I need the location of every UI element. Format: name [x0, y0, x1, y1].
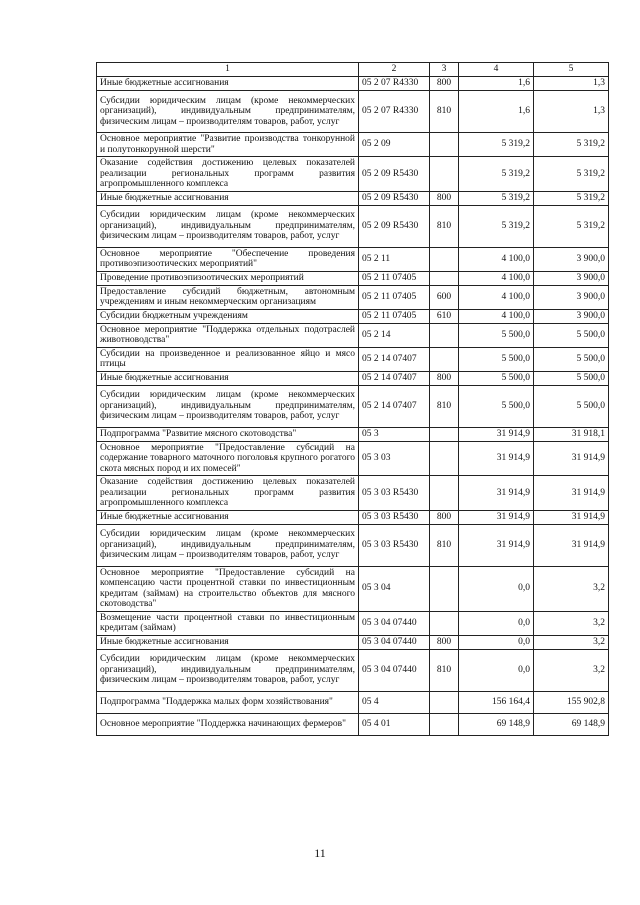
code-cell: 05 3 04: [359, 566, 430, 611]
expense-type-cell: 810: [430, 91, 459, 133]
amount-cell: 5 319,2: [459, 191, 534, 205]
amount-cell: 4 100,0: [459, 271, 534, 285]
amount-cell: 5 500,0: [534, 385, 609, 427]
amount-cell: 1,6: [459, 91, 534, 133]
expense-type-cell: [430, 347, 459, 371]
item-name-cell: Основное мероприятие "Поддержка начинающих фермеров": [97, 713, 359, 735]
item-name-cell: Основное мероприятие "Предоставление субсидий на компенсацию части процентной ставки по инвестиционным кредитам (займам) на строительство объектов для мясного скотоводства": [97, 566, 359, 611]
table-header-row: [97, 63, 609, 77]
item-name-cell: Оказание содействия достижению целевых показателей реализации региональных программ развития агропромышленного комплекса: [97, 476, 359, 511]
header-cell: 2: [359, 63, 430, 77]
expense-type-cell: [430, 566, 459, 611]
expense-type-cell: 810: [430, 649, 459, 691]
amount-cell: 31 914,9: [534, 441, 609, 476]
expense-type-cell: [430, 611, 459, 635]
amount-cell: 3,2: [534, 649, 609, 691]
expense-type-cell: 610: [430, 309, 459, 323]
code-cell: 05 2 11 07405: [359, 309, 430, 323]
expense-type-cell: 800: [430, 510, 459, 524]
item-name-cell: Субсидии юридическим лицам (кроме некоммерческих организаций), индивидуальным предпринимателям, физическим лицам – производителям товаров, работ, услуг: [97, 649, 359, 691]
amount-cell: 31 914,9: [459, 476, 534, 511]
amount-cell: 5 319,2: [534, 133, 609, 157]
expense-type-cell: [430, 271, 459, 285]
amount-cell: 3,2: [534, 611, 609, 635]
table-row: [97, 91, 609, 133]
table-row: [97, 427, 609, 441]
code-cell: 05 3 04 07440: [359, 611, 430, 635]
amount-cell: 3,2: [534, 635, 609, 649]
item-name-cell: Основное мероприятие "Предоставление субсидий на содержание товарного маточного поголовья крупного рогатого скота мясных пород и их помесей": [97, 441, 359, 476]
expense-type-cell: [430, 713, 459, 735]
expense-type-cell: 800: [430, 77, 459, 91]
item-name-cell: Основное мероприятие "Обеспечение проведения противоэпизоотических мероприятий": [97, 247, 359, 271]
header-cell: 1: [97, 63, 359, 77]
item-name-cell: Субсидии юридическим лицам (кроме некоммерческих организаций), индивидуальным предпринимателям, физическим лицам – производителям товаров, работ, услуг: [97, 205, 359, 247]
amount-cell: 31 918,1: [534, 427, 609, 441]
amount-cell: 3 900,0: [534, 271, 609, 285]
table-row: [97, 713, 609, 735]
item-name-cell: Субсидии на произведенное и реализованное яйцо и мясо птицы: [97, 347, 359, 371]
item-name-cell: Подпрограмма "Развитие мясного скотоводства": [97, 427, 359, 441]
item-name-cell: Проведение противоэпизоотических мероприятий: [97, 271, 359, 285]
expense-type-cell: [430, 427, 459, 441]
amount-cell: 5 500,0: [459, 323, 534, 347]
item-name-cell: Подпрограмма "Поддержка малых форм хозяйствования": [97, 691, 359, 713]
item-name-cell: Оказание содействия достижению целевых показателей реализации региональных программ развития агропромышленного комплекса: [97, 157, 359, 192]
table-body: [97, 63, 609, 736]
code-cell: 05 4: [359, 691, 430, 713]
item-name-cell: Возмещение части процентной ставки по инвестиционным кредитам (займам): [97, 611, 359, 635]
code-cell: 05 2 11 07405: [359, 271, 430, 285]
expense-type-cell: 810: [430, 524, 459, 566]
expense-type-cell: [430, 133, 459, 157]
item-name-cell: Иные бюджетные ассигнования: [97, 635, 359, 649]
table-row: [97, 323, 609, 347]
amount-cell: 5 500,0: [534, 371, 609, 385]
table-row: [97, 441, 609, 476]
amount-cell: 31 914,9: [459, 524, 534, 566]
code-cell: 05 2 09 R5430: [359, 205, 430, 247]
code-cell: 05 2 07 R4330: [359, 77, 430, 91]
code-cell: 05 2 09 R5430: [359, 157, 430, 192]
amount-cell: 156 164,4: [459, 691, 534, 713]
amount-cell: 5 500,0: [459, 347, 534, 371]
expense-type-cell: 600: [430, 285, 459, 309]
code-cell: 05 3 03 R5430: [359, 524, 430, 566]
expense-type-cell: 810: [430, 385, 459, 427]
expense-type-cell: 810: [430, 205, 459, 247]
table-row: [97, 649, 609, 691]
amount-cell: 5 500,0: [534, 323, 609, 347]
code-cell: 05 2 09: [359, 133, 430, 157]
table-row: [97, 191, 609, 205]
amount-cell: 69 148,9: [459, 713, 534, 735]
code-cell: 05 2 14 07407: [359, 371, 430, 385]
table-row: [97, 476, 609, 511]
expense-type-cell: 800: [430, 191, 459, 205]
code-cell: 05 3 03 R5430: [359, 510, 430, 524]
code-cell: 05 2 11 07405: [359, 285, 430, 309]
table-row: [97, 371, 609, 385]
table-row: [97, 77, 609, 91]
amount-cell: 5 319,2: [459, 133, 534, 157]
expense-type-cell: [430, 691, 459, 713]
header-cell: 3: [430, 63, 459, 77]
expense-type-cell: [430, 247, 459, 271]
amount-cell: 3,2: [534, 566, 609, 611]
table-row: [97, 157, 609, 192]
amount-cell: 31 914,9: [459, 441, 534, 476]
page-number: 11: [314, 846, 326, 860]
amount-cell: 31 914,9: [534, 510, 609, 524]
budget-table: [96, 62, 609, 736]
amount-cell: 31 914,9: [459, 427, 534, 441]
table-row: [97, 271, 609, 285]
amount-cell: 4 100,0: [459, 285, 534, 309]
table-row: [97, 285, 609, 309]
table-row: [97, 205, 609, 247]
amount-cell: 4 100,0: [459, 309, 534, 323]
item-name-cell: Субсидии юридическим лицам (кроме некоммерческих организаций), индивидуальным предпринимателям, физическим лицам – производителям товаров, работ, услуг: [97, 385, 359, 427]
amount-cell: 5 500,0: [534, 347, 609, 371]
code-cell: 05 3 04 07440: [359, 649, 430, 691]
code-cell: 05 2 14 07407: [359, 385, 430, 427]
code-cell: 05 2 14 07407: [359, 347, 430, 371]
code-cell: 05 3 04 07440: [359, 635, 430, 649]
table-row: [97, 247, 609, 271]
amount-cell: 5 319,2: [534, 157, 609, 192]
item-name-cell: Иные бюджетные ассигнования: [97, 510, 359, 524]
amount-cell: 155 902,8: [534, 691, 609, 713]
item-name-cell: Иные бюджетные ассигнования: [97, 191, 359, 205]
code-cell: 05 2 11: [359, 247, 430, 271]
item-name-cell: Субсидии юридическим лицам (кроме некоммерческих организаций), индивидуальным предпринимателям, физическим лицам – производителям товаров, работ, услуг: [97, 91, 359, 133]
amount-cell: 1,3: [534, 77, 609, 91]
amount-cell: 31 914,9: [534, 476, 609, 511]
table-row: [97, 524, 609, 566]
header-cell: 5: [534, 63, 609, 77]
amount-cell: 5 319,2: [534, 205, 609, 247]
item-name-cell: Субсидии юридическим лицам (кроме некоммерческих организаций), индивидуальным предпринимателям, физическим лицам – производителям товаров, работ, услуг: [97, 524, 359, 566]
amount-cell: 5 500,0: [459, 371, 534, 385]
table-row: [97, 611, 609, 635]
amount-cell: 0,0: [459, 635, 534, 649]
code-cell: 05 2 09 R5430: [359, 191, 430, 205]
table-row: [97, 566, 609, 611]
item-name-cell: Иные бюджетные ассигнования: [97, 371, 359, 385]
amount-cell: 4 100,0: [459, 247, 534, 271]
table-row: [97, 691, 609, 713]
table-row: [97, 510, 609, 524]
item-name-cell: Иные бюджетные ассигнования: [97, 77, 359, 91]
amount-cell: 5 319,2: [459, 205, 534, 247]
amount-cell: 3 900,0: [534, 247, 609, 271]
amount-cell: 69 148,9: [534, 713, 609, 735]
table-row: [97, 133, 609, 157]
expense-type-cell: [430, 157, 459, 192]
code-cell: 05 3 03: [359, 441, 430, 476]
table-row: [97, 635, 609, 649]
item-name-cell: Основное мероприятие "Поддержка отдельных подотраслей животноводства": [97, 323, 359, 347]
expense-type-cell: [430, 476, 459, 511]
expense-type-cell: 800: [430, 635, 459, 649]
amount-cell: 5 319,2: [534, 191, 609, 205]
expense-type-cell: [430, 323, 459, 347]
item-name-cell: Предоставление субсидий бюджетным, автономным учреждениям и иным некоммерческим организациям: [97, 285, 359, 309]
amount-cell: 5 319,2: [459, 157, 534, 192]
code-cell: 05 4 01: [359, 713, 430, 735]
item-name-cell: Основное мероприятие "Развитие производства тонкорунной и полутонкорунной шерсти": [97, 133, 359, 157]
code-cell: 05 3: [359, 427, 430, 441]
amount-cell: 3 900,0: [534, 285, 609, 309]
code-cell: 05 3 03 R5430: [359, 476, 430, 511]
code-cell: 05 2 07 R4330: [359, 91, 430, 133]
amount-cell: 31 914,9: [459, 510, 534, 524]
amount-cell: 0,0: [459, 566, 534, 611]
amount-cell: 0,0: [459, 649, 534, 691]
header-cell: 4: [459, 63, 534, 77]
amount-cell: 3 900,0: [534, 309, 609, 323]
table-row: [97, 385, 609, 427]
table-row: [97, 347, 609, 371]
amount-cell: 31 914,9: [534, 524, 609, 566]
item-name-cell: Субсидии бюджетным учреждениям: [97, 309, 359, 323]
amount-cell: 1,6: [459, 77, 534, 91]
code-cell: 05 2 14: [359, 323, 430, 347]
table-row: [97, 309, 609, 323]
amount-cell: 1,3: [534, 91, 609, 133]
expense-type-cell: [430, 441, 459, 476]
amount-cell: 5 500,0: [459, 385, 534, 427]
amount-cell: 0,0: [459, 611, 534, 635]
expense-type-cell: 800: [430, 371, 459, 385]
